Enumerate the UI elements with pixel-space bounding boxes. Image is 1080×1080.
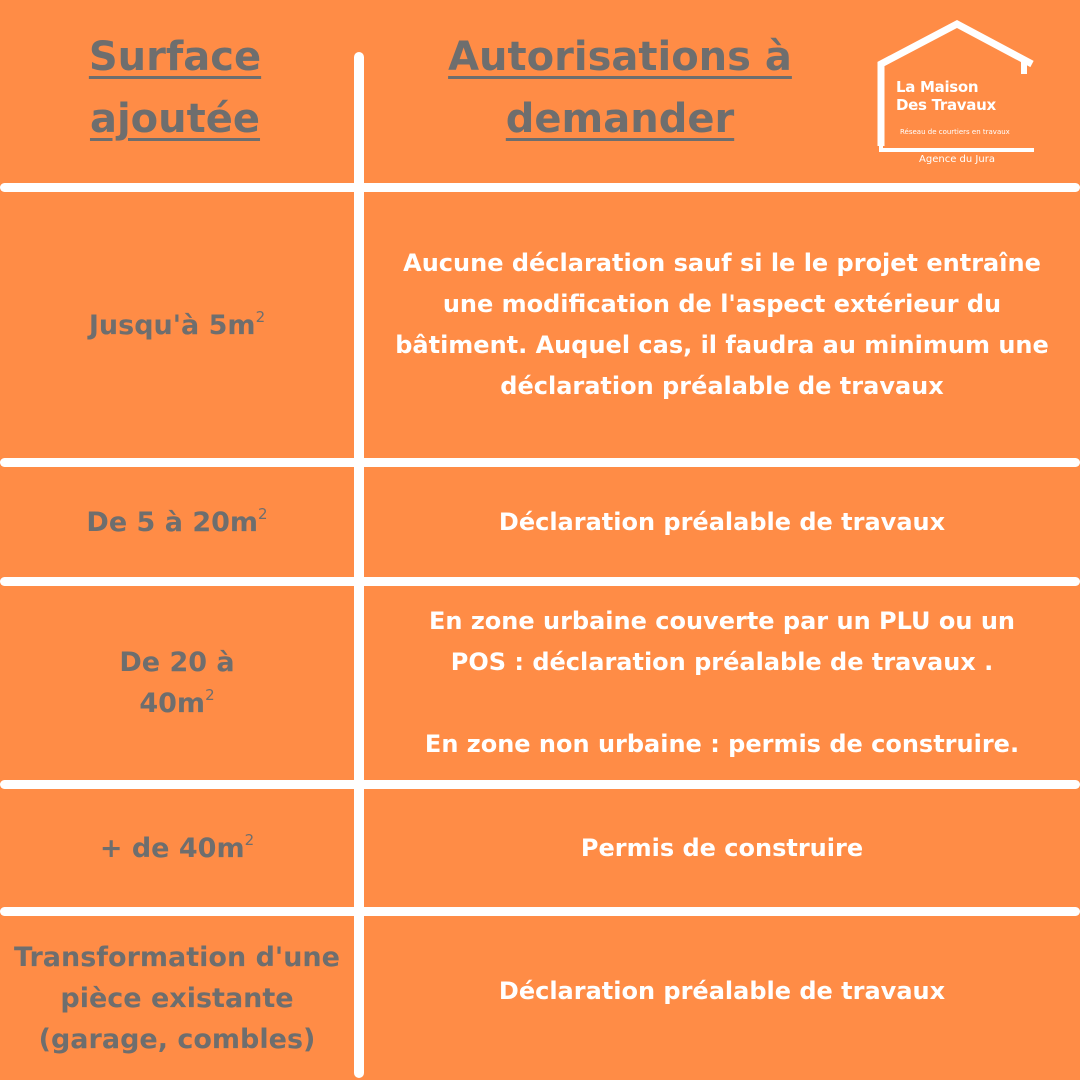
logo-agency: Agence du Jura: [919, 154, 995, 165]
authorization-text: Aucune déclaration sauf si le le projet entraîne une modification de l'aspect extérieur du bâtiment. Auquel cas, il faudra au minimum une déclaration préalable de travaux: [395, 249, 1049, 400]
row-divider: [0, 577, 1080, 586]
column-divider: [354, 52, 364, 1078]
surface-cell: De 5 à $20m^2$: [86, 504, 268, 538]
surface-cell: Transformation d'une pièce existante (garage, combles): [14, 941, 340, 1055]
row-divider: [0, 907, 1080, 916]
authorization-text: En zone non urbaine : permis de construire.: [424, 730, 1020, 758]
authorization-text: En zone urbaine couverte par un PLU ou un POS : déclaration préalable de travaux .: [429, 607, 1015, 676]
logo: [872, 18, 1042, 170]
surface-cell: + de $40m^2$: [99, 830, 255, 864]
authorization-text: Déclaration préalable de travaux: [498, 976, 946, 1005]
header-autorisations: Autorisations à demander: [448, 34, 792, 142]
authorization-cell: [364, 789, 1080, 907]
authorization-text: Déclaration préalable de travaux: [498, 507, 946, 536]
row-divider: [0, 183, 1080, 192]
surface-cell: Jusqu'à $5m^2$: [88, 307, 266, 341]
authorization-cell: [364, 192, 1080, 458]
authorization-cell: [364, 586, 1080, 780]
surface-cell: De 20 à $40m^2$: [119, 647, 235, 719]
header-surface: Surface ajoutée: [88, 34, 262, 142]
logo-tagline: Réseau de courtiers en travaux: [900, 128, 1010, 136]
authorization-text: Permis de construire: [580, 833, 864, 862]
row-divider: [0, 458, 1080, 467]
authorization-cell: [364, 467, 1080, 577]
logo-name: La Maison Des Travaux: [896, 78, 996, 114]
authorization-cell: [364, 916, 1080, 1066]
row-divider: [0, 780, 1080, 789]
